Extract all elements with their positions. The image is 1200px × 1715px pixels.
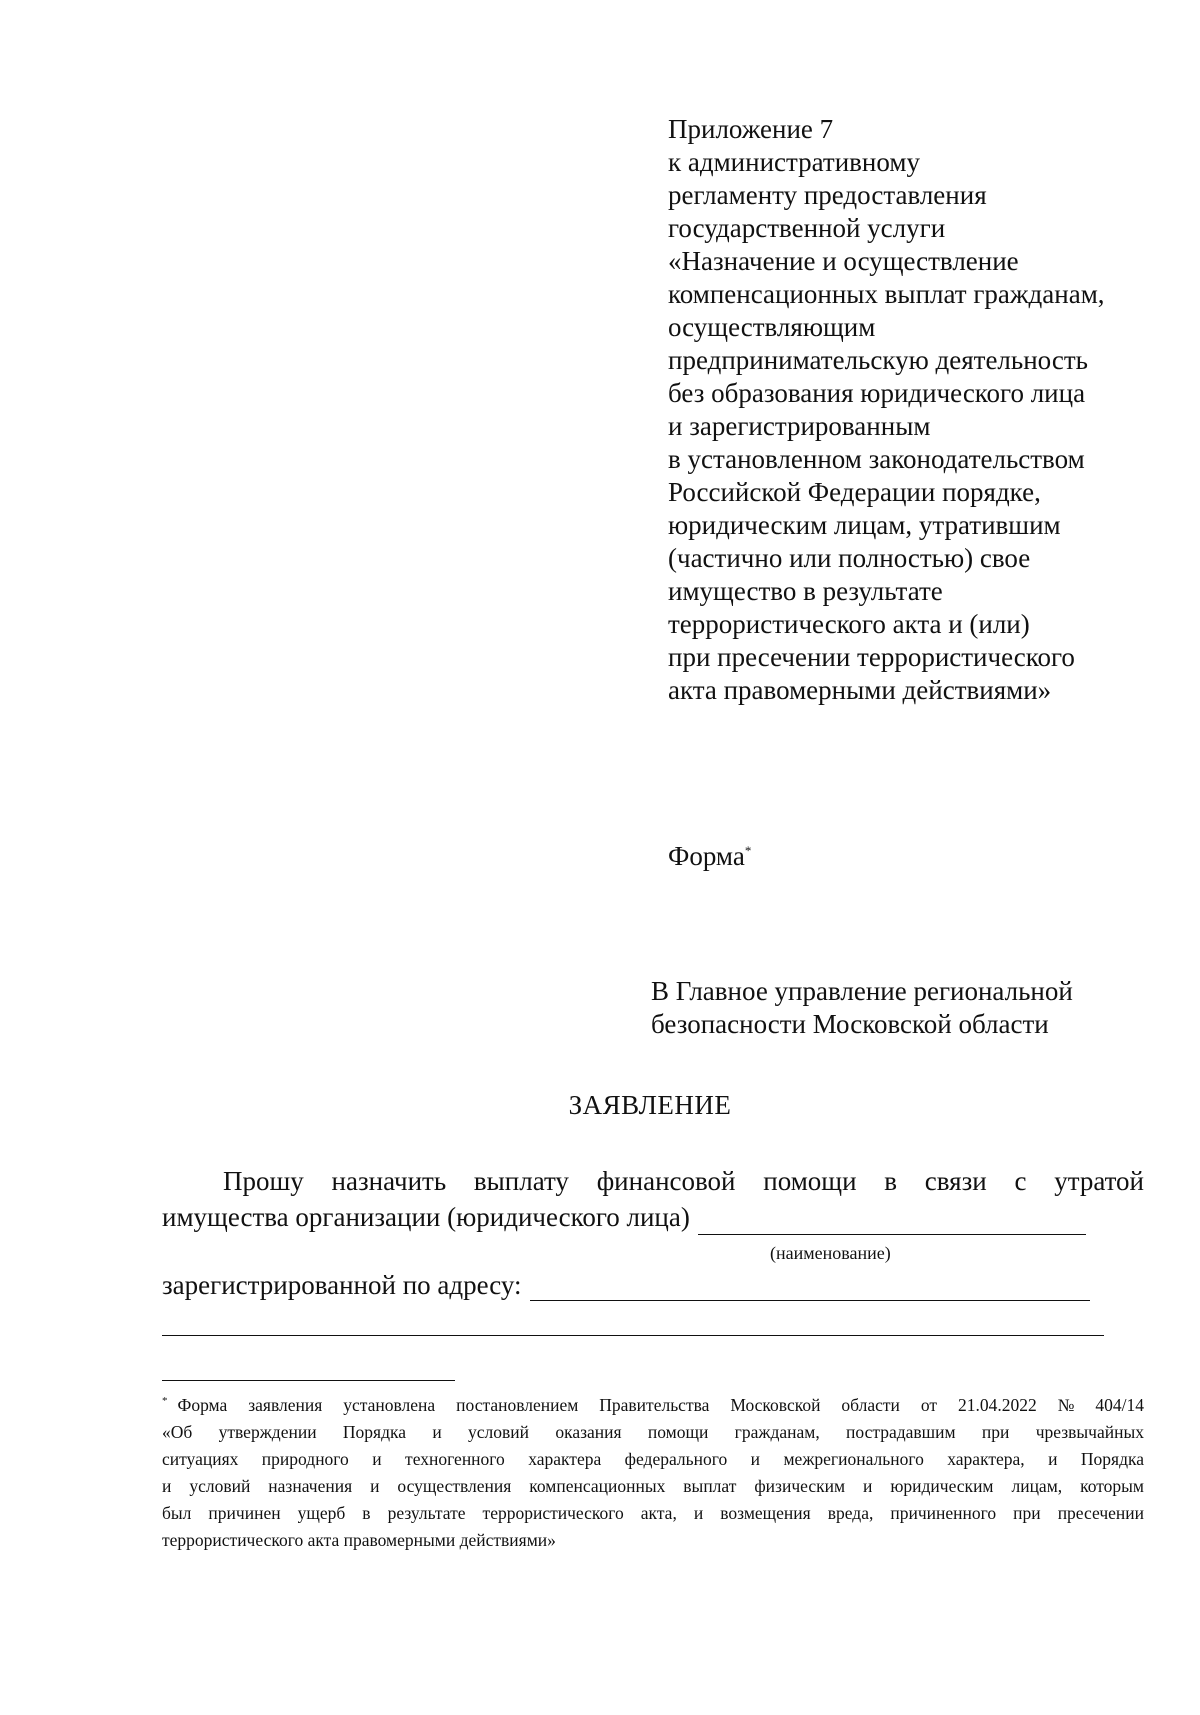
word: с (1014, 1166, 1027, 1196)
word: от (920, 1395, 938, 1415)
word: Прошу (223, 1166, 304, 1196)
appendix-line: «Назначение и осуществление (668, 246, 1019, 276)
appendix-line: юридическим лицам, утратившим (668, 510, 1061, 540)
word: финансовой (596, 1166, 736, 1196)
address-row (162, 1270, 1090, 1301)
word: выплату (473, 1166, 569, 1196)
word: утратой (1054, 1166, 1144, 1196)
appendix-line: в установленном законодательством (668, 444, 1085, 474)
word: Правительства (599, 1395, 710, 1415)
address-field-continuation[interactable] (162, 1335, 1104, 1336)
appendix-line: Приложение 7 (668, 114, 834, 144)
appendix-line: террористического акта и (или) (668, 609, 1030, 639)
appendix-header (668, 113, 1168, 707)
appendix-line: акта правомерными действиями» (668, 675, 1052, 705)
addressee-line: безопасности Московской области (651, 1009, 1049, 1039)
appendix-line: к административному (668, 147, 920, 177)
word: связи (924, 1166, 987, 1196)
footnote-line: «Об утверждении Порядка и условий оказания помощи гражданам, пострадавшим при чрезвычайных (162, 1422, 1144, 1442)
appendix-line: без образования юридического лица (668, 378, 1086, 408)
application-body (162, 1163, 1144, 1235)
appendix-line: (частично или полностью) свое (668, 543, 1031, 573)
footnote-first-word (162, 1392, 227, 1419)
word: Московской (730, 1395, 821, 1415)
form-label (668, 840, 751, 873)
footnote-reference: * (744, 843, 752, 858)
word: 21.04.2022 (958, 1395, 1037, 1415)
address-label: зарегистрированной по адресу: (162, 1270, 522, 1300)
word: заявления (248, 1395, 323, 1415)
footnote-line (162, 1392, 1144, 1419)
appendix-line: и зарегистрированным (668, 411, 931, 441)
word: 404/14 (1095, 1395, 1144, 1415)
footnote-mark: * (162, 1395, 168, 1407)
document-title: ЗАЯВЛЕНИЕ (568, 1090, 732, 1120)
footnote-line: был причинен ущерб в результате террористического акта, и возмещения вреда, причиненного при пресечении (162, 1503, 1144, 1523)
appendix-line: имущество в результате (668, 576, 943, 606)
name-caption: (наименование) (770, 1243, 891, 1263)
word: № (1057, 1395, 1075, 1415)
appendix-line: регламенту предоставления (668, 180, 987, 210)
word: назначить (331, 1166, 447, 1196)
word: постановлением (456, 1395, 579, 1415)
word: Форма (177, 1395, 228, 1415)
body-line-2 (162, 1199, 1144, 1235)
addressee-line: В Главное управление региональной (651, 976, 1073, 1006)
word: области (841, 1395, 900, 1415)
appendix-line: государственной услуги (668, 213, 946, 243)
appendix-line: при пресечении террористического (668, 642, 1075, 672)
organization-name-field[interactable] (698, 1206, 1086, 1235)
appendix-line: предпринимательскую деятельность (668, 345, 1088, 375)
organization-label: имущества организации (юридического лица) (162, 1202, 690, 1232)
appendix-line: Российской Федерации порядке, (668, 477, 1041, 507)
form-label-text: Форма (668, 841, 745, 871)
word: в (884, 1166, 898, 1196)
footnote-line: террористического акта правомерными действиями» (162, 1530, 556, 1550)
body-line-1 (162, 1163, 1144, 1199)
appendix-line: осуществляющим (668, 312, 876, 342)
appendix-line: компенсационных выплат гражданам, (668, 279, 1105, 309)
word: помощи (763, 1166, 857, 1196)
footnote-line: и условий назначения и осуществления компенсационных выплат физическим и юридическим лицам, которым (162, 1476, 1144, 1496)
word: установлена (343, 1395, 436, 1415)
addressee-block (651, 975, 1171, 1041)
footnote-line: ситуациях природного и техногенного характера федерального и межрегионального характера, и Порядка (162, 1449, 1144, 1469)
address-field[interactable] (530, 1272, 1090, 1301)
footnote (162, 1392, 1144, 1554)
footnote-separator (162, 1380, 455, 1381)
